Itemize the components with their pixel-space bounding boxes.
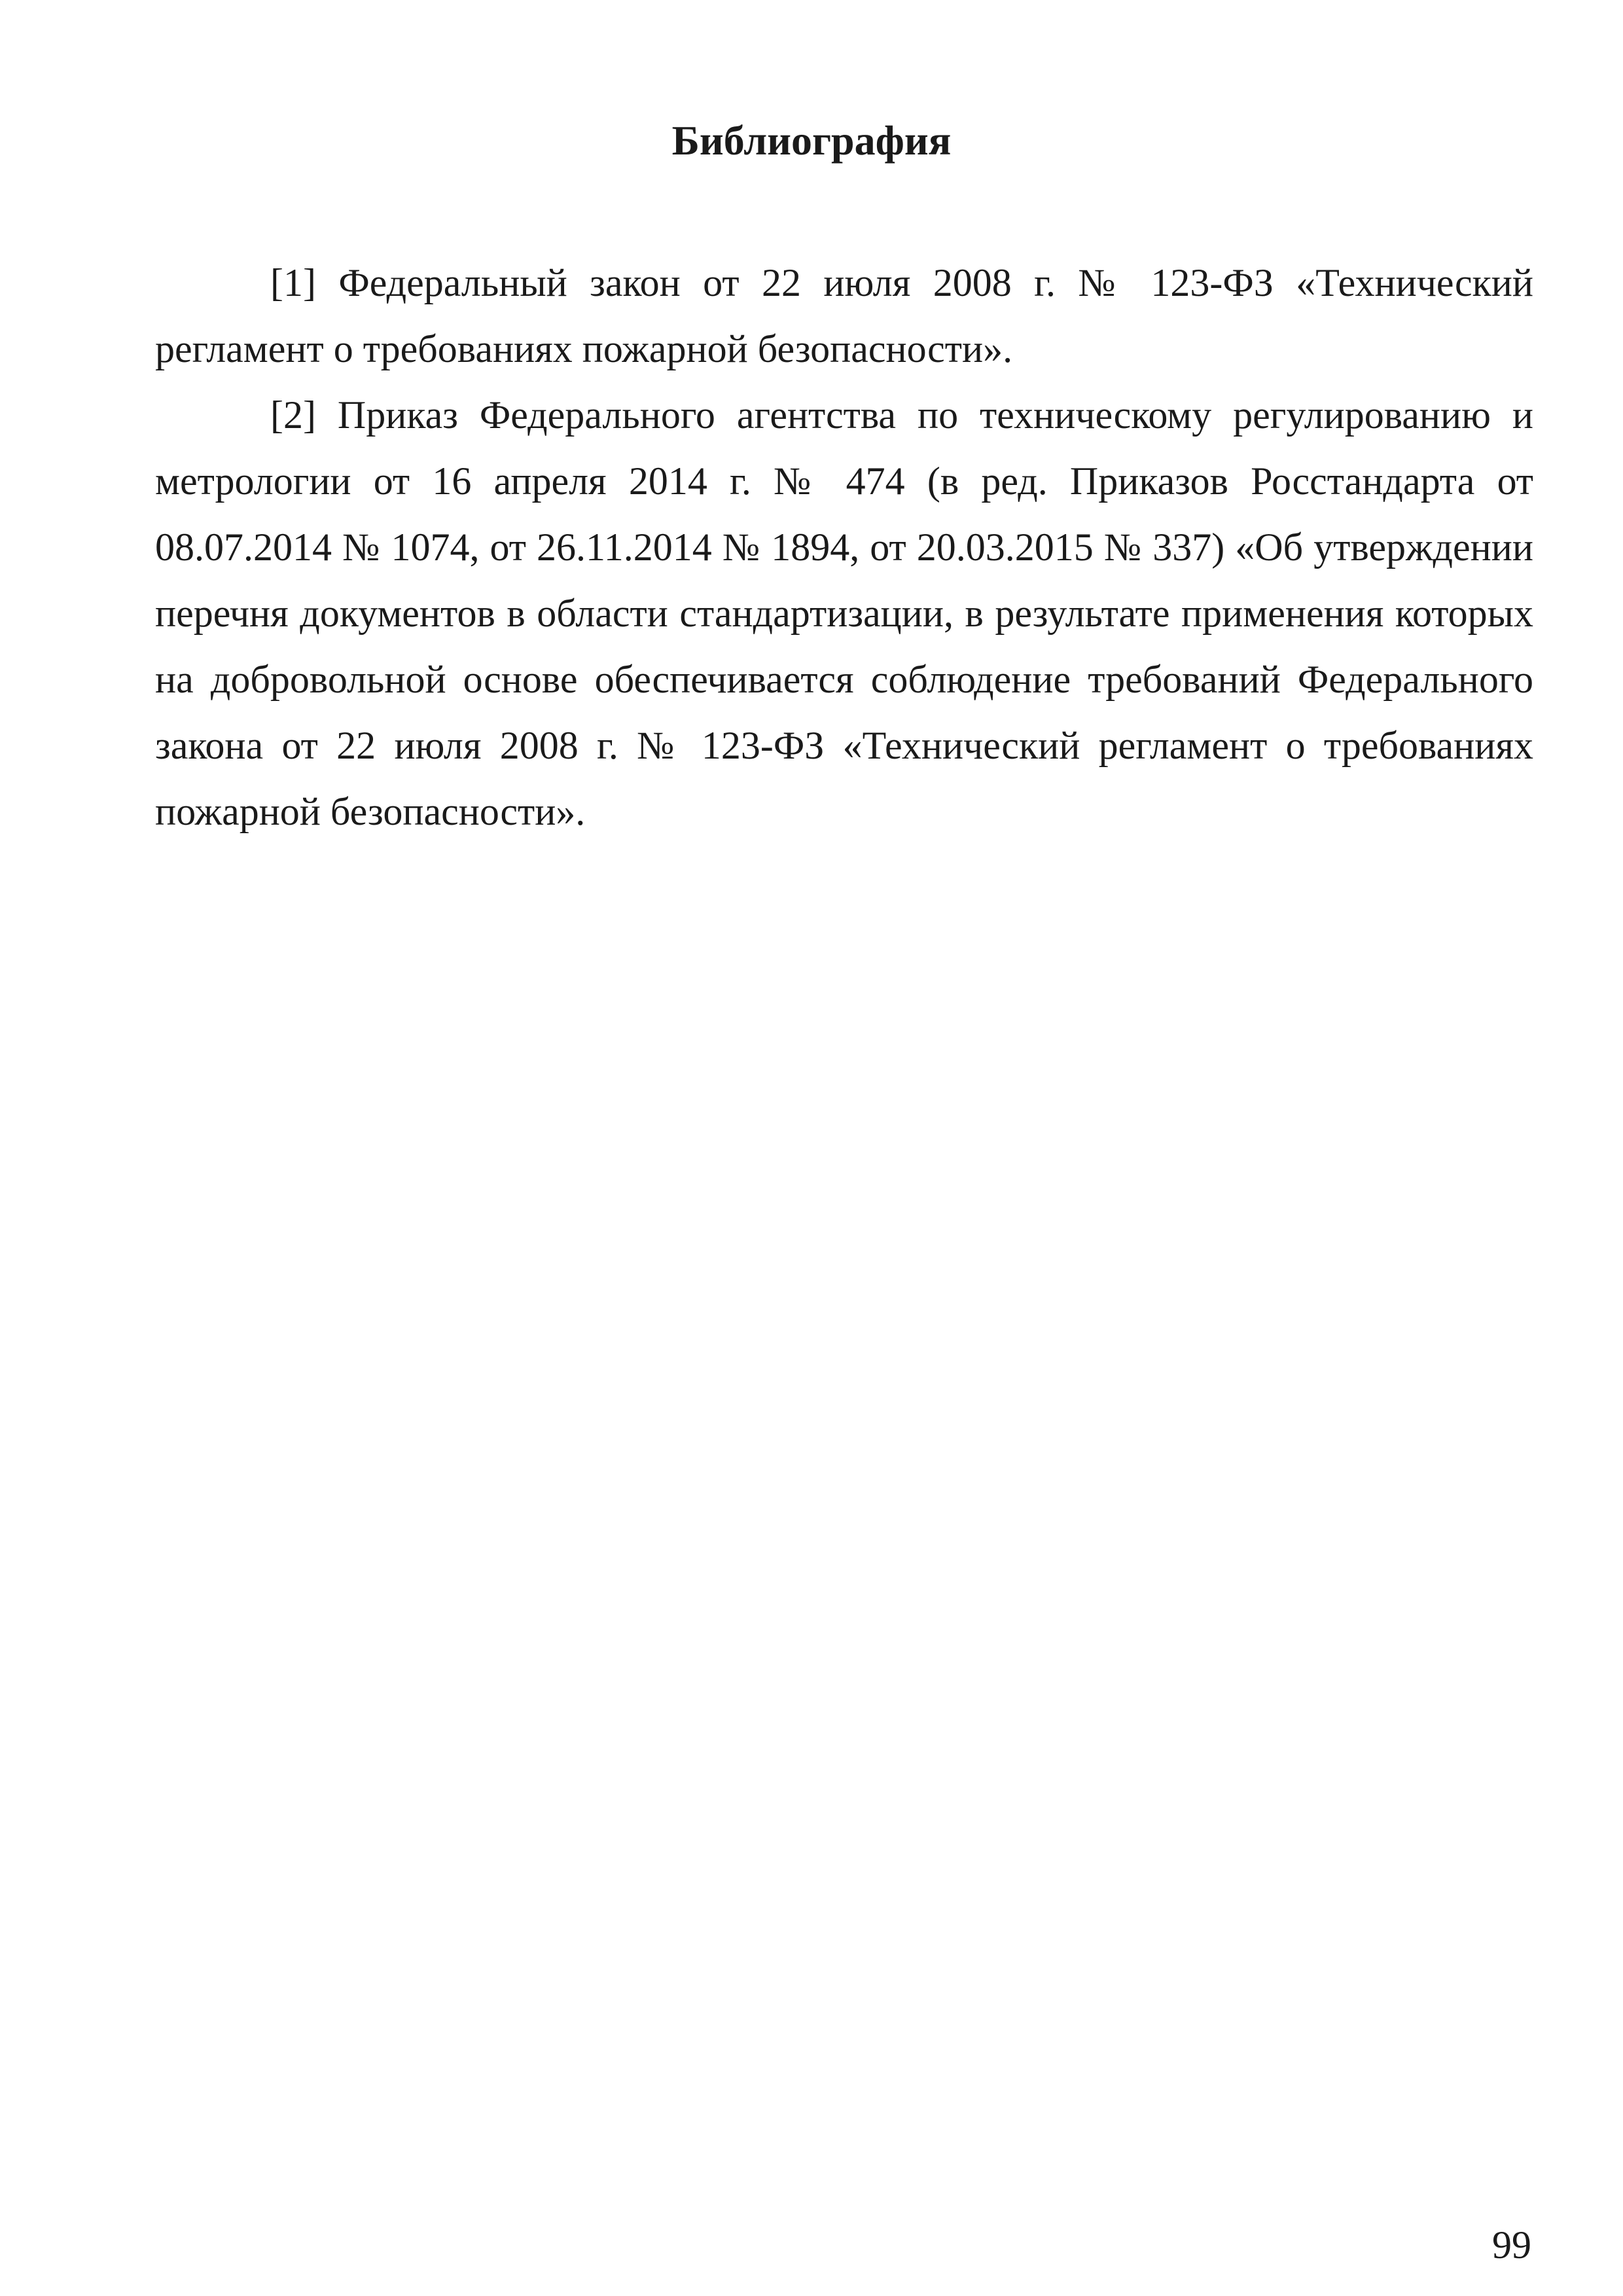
bibliography-entry-2: [2] Приказ Федерального агентства по техническому регулированию и метрологии от 16 апреля 2014 г. № 474 (в ред. Приказов Росстандарта от 08.07.2014 № 1074, от 26.11.2014 № 1894, от 20.03.2015 № 337) «Об утверждении перечня документов в области стандартизации, в результате применения которых на добровольной основе обеспечивается соблюдение требований Федерального закона от 22 июля 2008 г. № 123-ФЗ «Технический регламент о требованиях пожарной безопасности». <box>155 393 1533 833</box>
page-title: Библиография <box>671 117 952 164</box>
bibliography-list <box>155 250 1533 845</box>
bibliography-entry-1: [1] Федеральный закон от 22 июля 2008 г. № 123-ФЗ «Технический регламент о требованиях пожарной безопасности». <box>155 261 1533 370</box>
page-number: 99 <box>1492 2223 1531 2267</box>
